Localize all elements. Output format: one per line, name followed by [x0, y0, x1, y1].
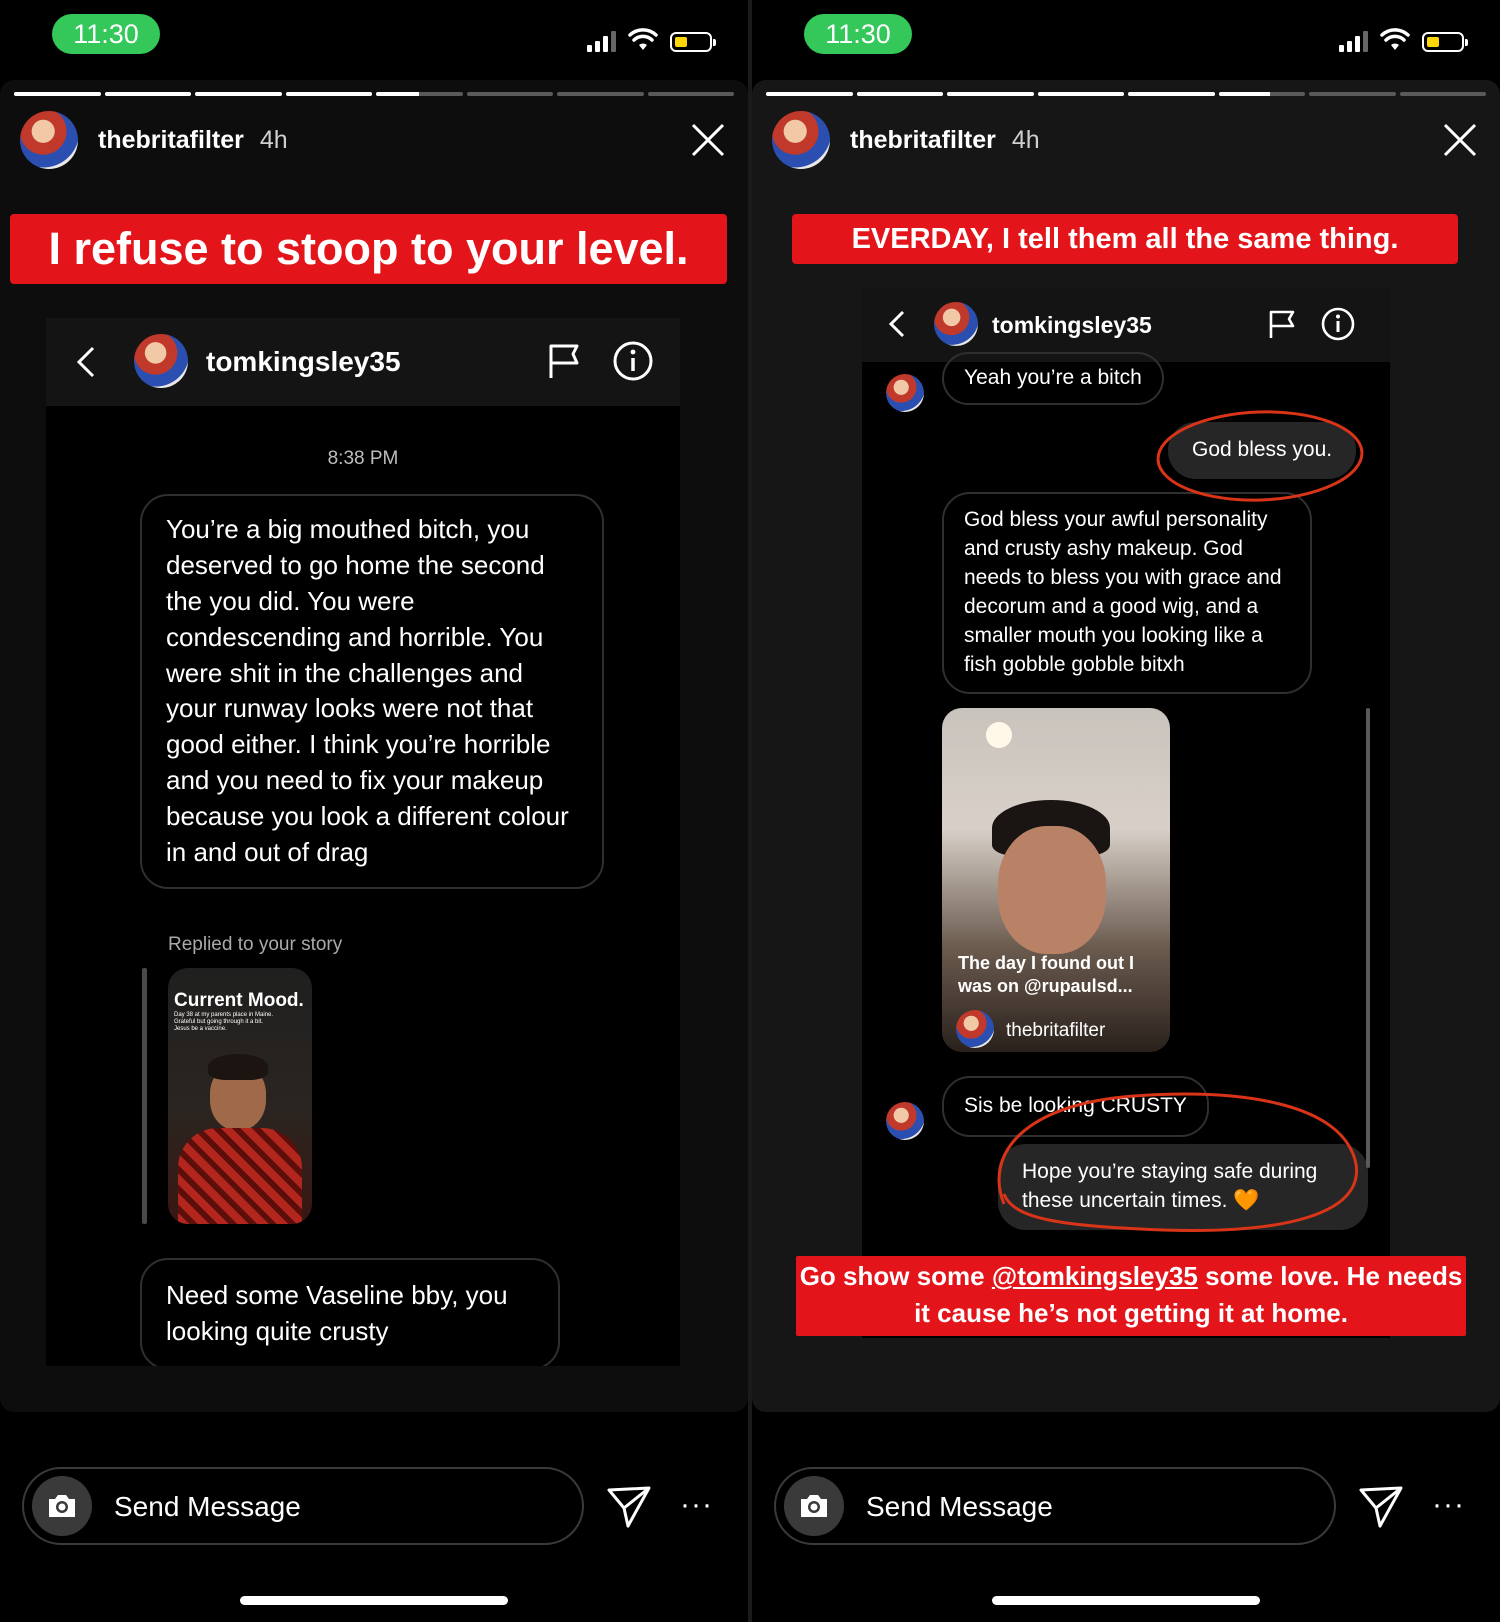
shared-post-avatar	[956, 1010, 994, 1048]
progress-segment	[648, 92, 735, 96]
preview-line: Grateful but going through it a bit.	[174, 1019, 264, 1025]
wifi-icon	[1380, 28, 1410, 52]
shared-post-caption: The day I found out I was on @rupaulsd...	[958, 953, 1134, 997]
replied-label: Replied to your story	[168, 934, 343, 955]
battery-icon	[670, 32, 712, 52]
more-icon[interactable]: ···	[680, 1488, 713, 1521]
send-placeholder: Send Message	[866, 1491, 1053, 1522]
more-icon[interactable]: ···	[1432, 1488, 1465, 1521]
info-icon[interactable]	[1320, 306, 1356, 342]
dm-timestamp: 8:38 PM	[327, 448, 399, 469]
home-indicator	[992, 1596, 1260, 1605]
progress-segment	[105, 92, 192, 96]
camera-icon	[798, 1492, 830, 1520]
progress-segment-fill	[195, 92, 282, 96]
shared-post-username: thebritafilter	[1006, 1020, 1106, 1041]
flag-icon[interactable]	[548, 342, 580, 380]
story-header	[20, 110, 288, 170]
preview-hair	[208, 1054, 268, 1080]
shared-post-face	[998, 826, 1106, 954]
progress-segment-fill	[105, 92, 192, 96]
annotation-circle	[1152, 400, 1372, 510]
info-icon[interactable]	[612, 340, 654, 382]
progress-segment	[286, 92, 373, 96]
wifi-icon	[628, 28, 658, 52]
progress-segment-fill	[857, 92, 944, 96]
progress-segment	[857, 92, 944, 96]
story-preview-thumbnail[interactable]	[168, 968, 312, 1224]
progress-segment	[1400, 92, 1487, 96]
message-bubble[interactable]: Sis be looking CRUSTY	[942, 1076, 1209, 1137]
progress-segment	[467, 92, 554, 96]
send-message-input[interactable]	[774, 1467, 1336, 1545]
message-bubble[interactable]: You’re a big mouthed bitch, you deserved to go home the second the you did. You were condescending and horrible. You were shit in the challenges and your runway looks were not that good either. I think you’re horrible and you need to fix your makeup because you look a different colour in and out of drag	[140, 494, 604, 889]
progress-segment	[1219, 92, 1306, 96]
status-time: 11:30	[52, 14, 160, 54]
story-banner-top	[792, 214, 1458, 264]
progress-segment-fill	[1128, 92, 1215, 96]
dm-header	[46, 318, 680, 406]
dm-username: tomkingsley35	[992, 312, 1152, 338]
dm-avatar	[934, 302, 978, 346]
dm-screenshot	[46, 318, 680, 1366]
camera-button[interactable]	[784, 1476, 844, 1536]
status-icons	[587, 24, 712, 52]
camera-button[interactable]	[32, 1476, 92, 1536]
close-icon[interactable]	[1442, 122, 1478, 158]
sender-avatar	[886, 374, 924, 412]
progress-segment	[1128, 92, 1215, 96]
preview-line: Day 38 at my parents place in Maine.	[174, 1012, 274, 1018]
shared-post-lamp	[986, 722, 1012, 748]
dm-username: tomkingsley35	[206, 346, 401, 377]
shared-post[interactable]	[942, 708, 1170, 1052]
paper-plane-icon[interactable]	[606, 1484, 652, 1530]
progress-segment	[14, 92, 101, 96]
preview-line: Jesus be a vaccine.	[174, 1026, 227, 1032]
banner-text: EVERDAY, I tell them all the same thing.	[851, 223, 1399, 255]
progress-segment	[1038, 92, 1125, 96]
story-banner-bottom	[796, 1256, 1466, 1336]
progress-segment-fill	[376, 92, 419, 96]
story-avatar[interactable]	[20, 111, 78, 169]
sender-avatar	[886, 1102, 924, 1140]
story-username[interactable]: thebritafilter	[850, 125, 996, 154]
story-avatar[interactable]	[772, 111, 830, 169]
status-time: 11:30	[804, 14, 912, 54]
mention-link[interactable]: @tomkingsley35	[991, 1261, 1198, 1291]
flag-icon[interactable]	[1268, 308, 1296, 340]
status-icons	[1339, 24, 1464, 52]
signal-icon	[1339, 30, 1368, 52]
story-banner	[10, 214, 727, 284]
message-bubble[interactable]: God bless your awful personality and crusty ashy makeup. God needs to bless you with grace and decorum and a good wig, and a smaller mouth you looking like a fish gobble gobble bitxh	[942, 492, 1312, 694]
back-chevron-icon[interactable]	[888, 310, 906, 338]
story-time: 4h	[259, 125, 288, 154]
preview-title: Current Mood.	[174, 990, 304, 1011]
story-username[interactable]: thebritafilter	[98, 125, 244, 154]
preview-shirt	[178, 1128, 302, 1224]
annotation-circle	[984, 1084, 1374, 1234]
send-placeholder: Send Message	[114, 1491, 301, 1522]
banner-text: I refuse to stoop to your level.	[48, 223, 689, 274]
progress-segment-fill	[1038, 92, 1125, 96]
story-progress-bar	[14, 92, 734, 96]
progress-segment-fill	[947, 92, 1034, 96]
progress-segment-fill	[14, 92, 101, 96]
paper-plane-icon[interactable]	[1358, 1484, 1404, 1530]
home-indicator	[240, 1596, 508, 1605]
progress-segment-fill	[766, 92, 853, 96]
progress-segment-fill	[286, 92, 373, 96]
battery-icon	[1422, 32, 1464, 52]
story-frame	[0, 80, 748, 1412]
camera-icon	[46, 1492, 78, 1520]
reply-quote-line	[142, 968, 147, 1224]
close-icon[interactable]	[690, 122, 726, 158]
progress-segment	[195, 92, 282, 96]
message-bubble[interactable]: Yeah you’re a bitch	[942, 352, 1164, 405]
progress-segment-fill	[1219, 92, 1271, 96]
message-bubble-mine[interactable]: God bless you.	[1168, 422, 1356, 479]
story-progress-bar	[766, 92, 1486, 96]
story-header	[772, 110, 1040, 170]
left-story-screen	[0, 0, 748, 1622]
progress-segment	[766, 92, 853, 96]
story-time: 4h	[1011, 125, 1040, 154]
progress-segment	[947, 92, 1034, 96]
banner-text: some love. He needs it cause he’s not getting it at home.	[914, 1261, 1463, 1328]
progress-segment	[376, 92, 463, 96]
message-bubble-mine[interactable]: Hope you’re staying safe during these uncertain times. 🧡	[998, 1144, 1368, 1230]
back-chevron-icon[interactable]	[76, 346, 96, 378]
message-bubble[interactable]: Need some Vaseline bby, you looking quite crusty	[140, 1258, 560, 1366]
story-frame	[752, 80, 1500, 1412]
progress-segment	[1309, 92, 1396, 96]
banner-text: Go show some	[799, 1261, 992, 1291]
right-story-screen	[752, 0, 1500, 1622]
dm-header	[862, 288, 1390, 362]
signal-icon	[587, 30, 616, 52]
dm-avatar	[134, 334, 188, 388]
progress-segment	[557, 92, 644, 96]
send-message-input[interactable]	[22, 1467, 584, 1545]
